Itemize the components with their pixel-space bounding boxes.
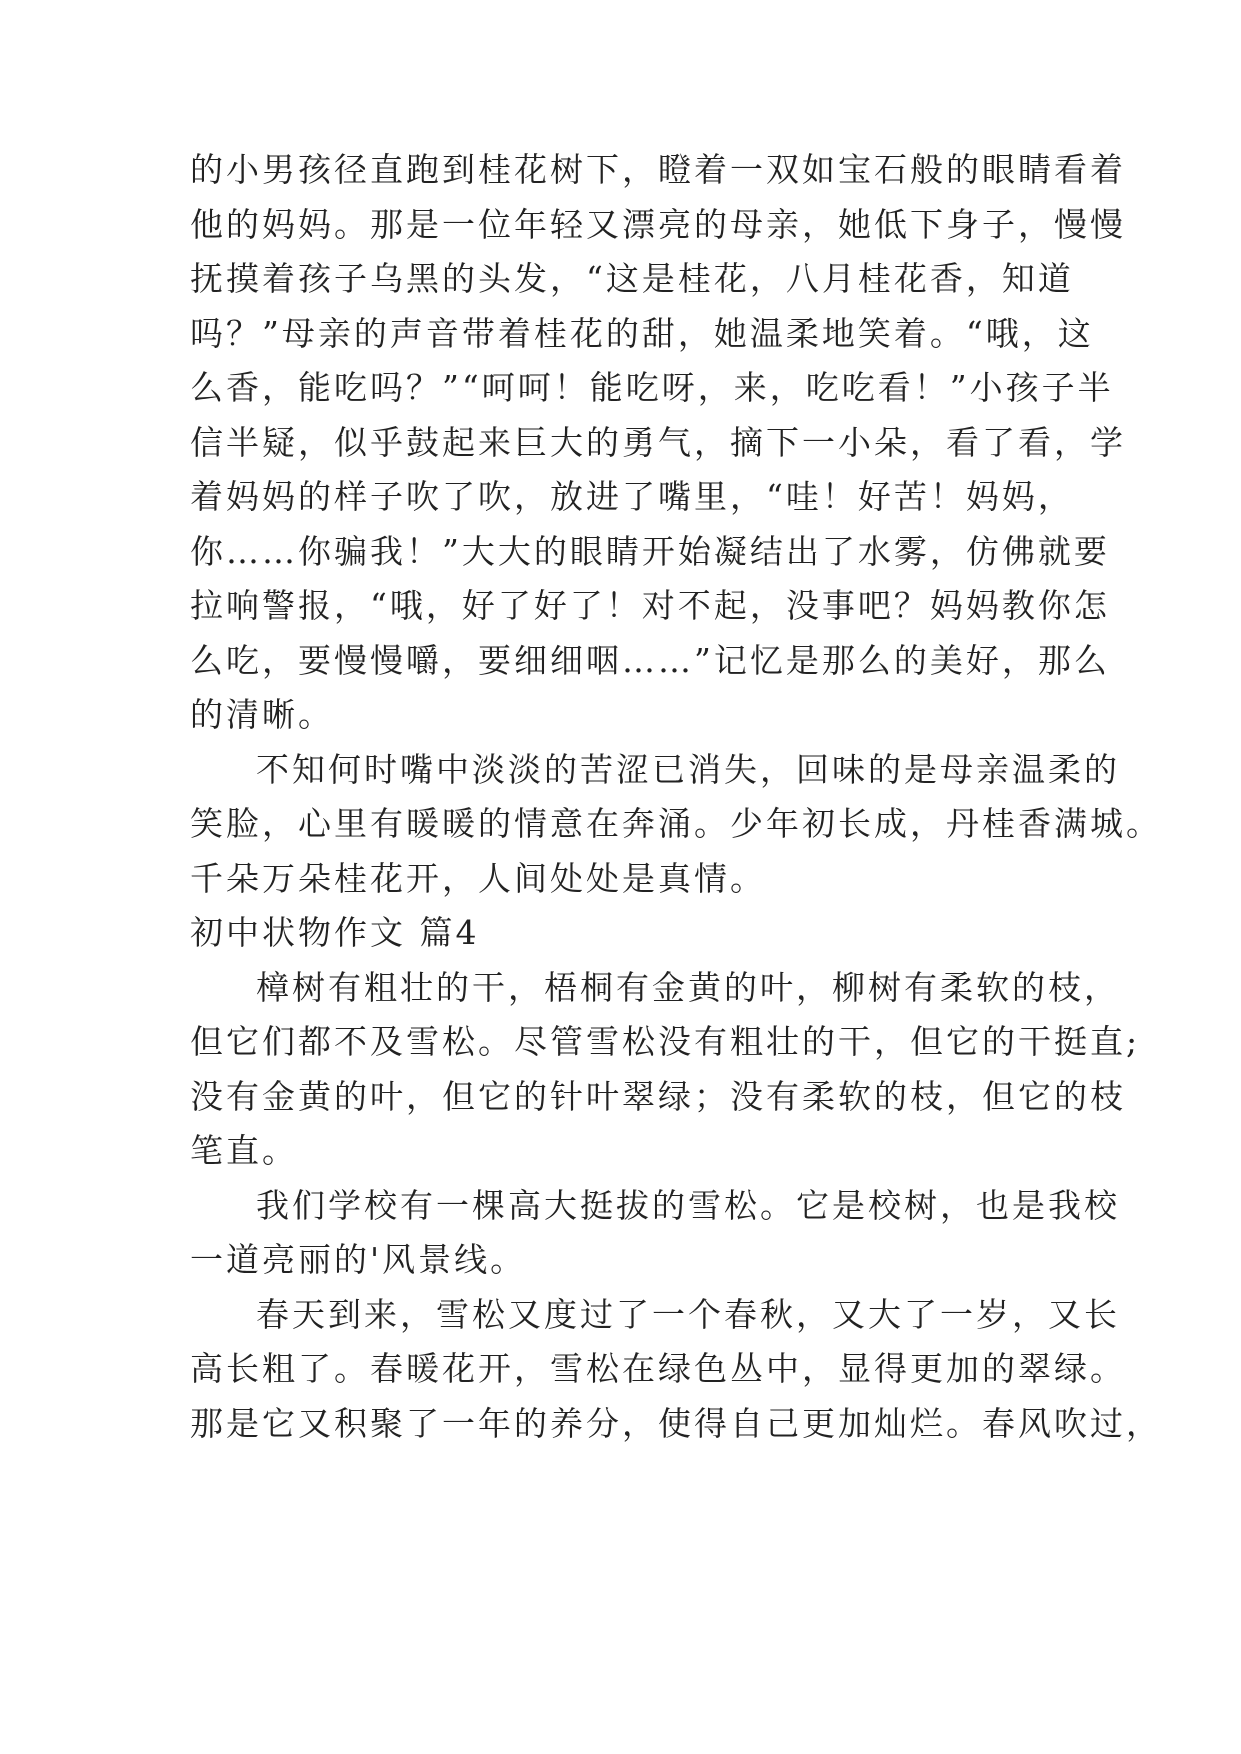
- text-line: 信半疑，似乎鼓起来巨大的勇气，摘下一小朵，看了看，学: [190, 423, 1126, 462]
- paragraph-first-line: 春天到来，雪松又度过了一个春秋，又大了一岁，又长: [256, 1295, 1120, 1334]
- text-line: 千朵万朵桂花开，人间处处是真情。: [190, 859, 766, 898]
- text-line: 笑脸，心里有暖暖的情意在奔涌。少年初长成，丹桂香满城。: [190, 804, 1162, 843]
- text-line: 么香，能吃吗？”“呵呵！能吃呀，来，吃吃看！”小孩子半: [190, 368, 1114, 407]
- paragraph-first-line: 樟树有粗壮的干，梧桐有金黄的叶，柳树有柔软的枝，: [256, 968, 1120, 1007]
- text-line: 的小男孩径直跑到桂花树下，瞪着一双如宝石般的眼睛看着: [190, 150, 1126, 189]
- text-line: 那是它又积聚了一年的养分，使得自己更加灿烂。春风吹过，: [190, 1404, 1162, 1443]
- text-line: 高长粗了。春暖花开，雪松在绿色丛中，显得更加的翠绿。: [190, 1349, 1126, 1388]
- text-line: 的清晰。: [190, 695, 334, 734]
- text-line: 着妈妈的样子吹了吹，放进了嘴里，“哇！好苦！妈妈，: [190, 477, 1074, 516]
- text-line: 笔直。: [190, 1131, 298, 1170]
- section-heading: 初中状物作文 篇4: [190, 913, 480, 952]
- text-line: 没有金黄的叶，但它的针叶翠绿；没有柔软的枝，但它的枝: [190, 1077, 1126, 1116]
- paragraph-first-line: 不知何时嘴中淡淡的苦涩已消失，回味的是母亲温柔的: [256, 750, 1120, 789]
- text-line: 吗？”母亲的声音带着桂花的甜，她温柔地笑着。“哦，这: [190, 314, 1094, 353]
- text-line: 一道亮丽的'风景线。: [190, 1240, 527, 1279]
- text-line: 抚摸着孩子乌黑的头发，“这是桂花，八月桂花香，知道: [190, 259, 1074, 298]
- text-line: 拉响警报，“哦，好了好了！对不起，没事吧？妈妈教你怎: [190, 586, 1110, 625]
- text-line: 他的妈妈。那是一位年轻又漂亮的母亲，她低下身子，慢慢: [190, 205, 1126, 244]
- text-line: 但它们都不及雪松。尽管雪松没有粗壮的干，但它的干挺直;: [190, 1022, 1141, 1061]
- text-line: 你……你骗我！”大大的眼睛开始凝结出了水雾，仿佛就要: [190, 532, 1110, 571]
- text-line: 么吃，要慢慢嚼，要细细咽……”记忆是那么的美好，那么: [190, 641, 1110, 680]
- paragraph-first-line: 我们学校有一棵高大挺拔的雪松。它是校树，也是我校: [256, 1186, 1120, 1225]
